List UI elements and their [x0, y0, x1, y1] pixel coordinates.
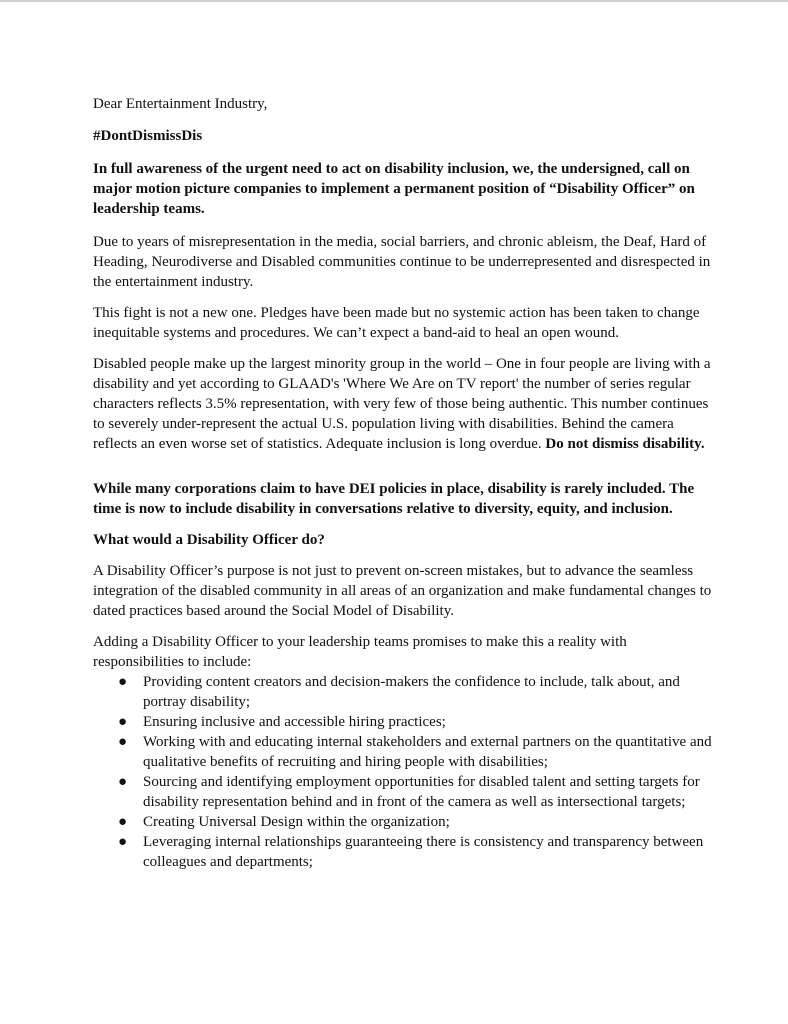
bullet-icon: ●	[118, 714, 128, 730]
paragraph-responsibilities-intro: Adding a Disability Officer to your leadership teams promises to make this a reality with responsibilities to include:	[93, 634, 627, 670]
bullet-icon: ●	[118, 774, 128, 790]
statistics-text: Disabled people make up the largest minority group in the world – One in four people are living with a disability and yet according to GLAAD's 'Where We Are on TV report' the number of series regular characters reflects 3.5% representation, with very few of those being authentic. This number continues to severely under-represent the actual U.S. population living with disabilities. Behind the camera reflects an even worse set of statistics. Adequate inclusion is long overdue.	[93, 356, 711, 452]
bullet-icon: ●	[118, 674, 128, 690]
hashtag: #DontDismissDis	[93, 128, 203, 144]
do-not-dismiss-emphasis: Do not dismiss disability.	[545, 436, 705, 452]
salutation: Dear Entertainment Industry,	[93, 96, 268, 112]
bullet-icon: ●	[118, 834, 128, 850]
list-item	[93, 832, 713, 872]
list-item	[93, 812, 713, 832]
list-item-text: Working with and educating internal stakeholders and external partners on the quantitative and qualitative benefits of recruiting and hiring people with disabilities;	[143, 734, 712, 770]
list-item-text: Sourcing and identifying employment opportunities for disabled talent and setting targets for disability representation behind and in front of the camera as well as intersectional targets;	[143, 774, 700, 810]
list-item	[93, 672, 713, 712]
section-heading: What would a Disability Officer do?	[93, 532, 325, 548]
list-item-text: Ensuring inclusive and accessible hiring practices;	[143, 714, 446, 730]
list-item-text: Leveraging internal relationships guaranteeing there is consistency and transparency between colleagues and departments;	[143, 834, 704, 870]
dei-statement: While many corporations claim to have DEI policies in place, disability is rarely included. The time is now to include disability in conversations relative to diversity, equity, and inclusion.	[93, 481, 695, 517]
paragraph-not-new-fight: This fight is not a new one. Pledges have been made but no systemic action has been taken to change inequitable systems and procedures. We can’t expect a band-aid to heal an open wound.	[93, 305, 700, 341]
list-item-text: Providing content creators and decision-makers the confidence to include, talk about, and portray disability;	[143, 674, 680, 710]
letter-page	[93, 94, 713, 872]
responsibilities-list	[93, 672, 713, 872]
paragraph-purpose: A Disability Officer’s purpose is not just to prevent on-screen mistakes, but to advance the seamless integration of the disabled community in all areas of an organization and make fundamental changes to dated practices based around the Social Model of Disability.	[93, 563, 712, 619]
intro-statement: In full awareness of the urgent need to act on disability inclusion, we, the undersigned, call on major motion picture companies to implement a permanent position of “Disability Officer” on leadership teams.	[93, 161, 695, 217]
list-item	[93, 772, 713, 812]
list-item	[93, 732, 713, 772]
bullet-icon: ●	[118, 734, 128, 750]
page-top-border	[0, 0, 788, 2]
bullet-icon: ●	[118, 814, 128, 830]
list-item-text: Creating Universal Design within the organization;	[143, 814, 450, 830]
list-item	[93, 712, 713, 732]
paragraph-statistics	[93, 354, 713, 454]
paragraph-misrepresentation: Due to years of misrepresentation in the media, social barriers, and chronic ableism, the Deaf, Hard of Heading, Neurodiverse and Disabled communities continue to be underrepresented and disrespected in the entertainment industry.	[93, 234, 711, 290]
